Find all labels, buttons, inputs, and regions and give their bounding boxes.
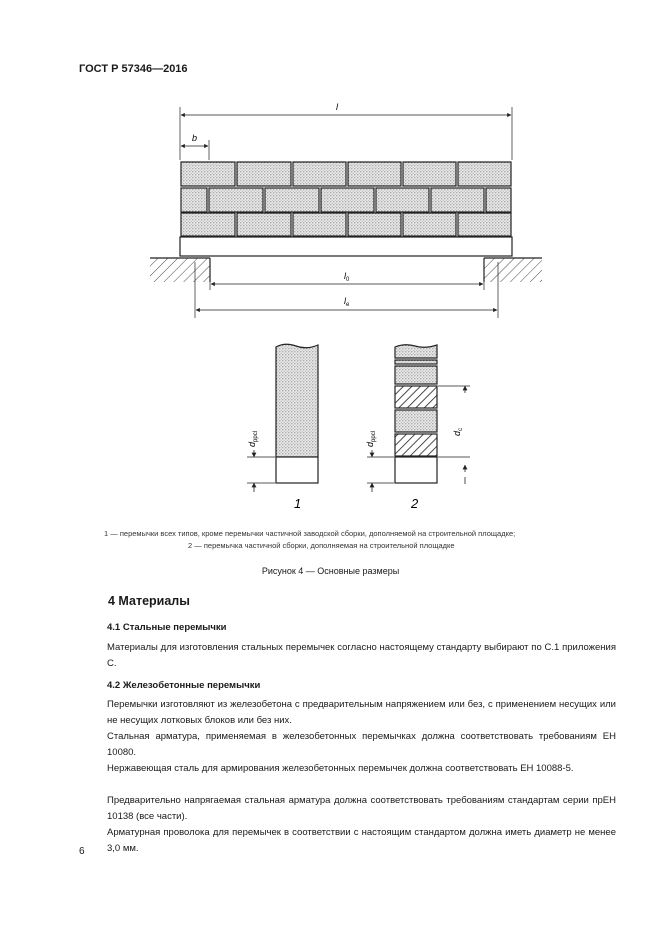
dim-label-dppcl-left: $d_{ppcl}$: [247, 430, 259, 447]
document-header: ГОСТ Р 57346—2016: [79, 63, 188, 75]
dim-label-b: b: [192, 133, 198, 143]
figure-legend-2: 2 — перемычка частичной сборки, дополняемая на строительной площадке: [188, 541, 455, 550]
section-4-1-heading: 4.1 Стальные перемычки: [107, 622, 227, 633]
section-4-2-heading: 4.2 Железобетонные перемычки: [107, 680, 261, 691]
cross-section-2: [395, 345, 437, 483]
dim-label-dc: $d_c$: [452, 427, 464, 436]
section-4-2-p3: Нержавеющая сталь для армирования железобетонных перемычек должна соответствовать ЕН 10088-5.: [107, 763, 574, 774]
dim-label-l: l: [336, 102, 338, 112]
right-support: [484, 258, 542, 282]
section-4-2-p1: Перемычки изготовляют из железобетона с предварительным напряжением или без, с применением несущих или не несущих лотковых блоков или без них.: [107, 699, 616, 726]
variant-label-2: 2: [411, 496, 419, 511]
left-support: [150, 258, 210, 282]
page-number: 6: [79, 846, 85, 857]
section-4-2-p4: Предварительно напрягаемая стальная арматура должна соответствовать требованиям стандартам серии прЕН 10138 (все части).: [107, 795, 616, 822]
figure-title: Рисунок 4 — Основные размеры: [261, 566, 400, 576]
section-4-2-p5: Арматурная проволока для перемычек в соответствии с настоящим стандартом должна иметь диаметр не менее 3,0 мм.: [107, 827, 616, 854]
dim-label-le: $l_e$: [344, 296, 350, 308]
masonry-wall: [181, 162, 511, 236]
lintel-beam: [180, 237, 512, 256]
section-4-2-p2: Стальная арматура, применяемая в железобетонных перемычках должна соответствовать требованиям ЕН 10080.: [107, 731, 616, 758]
section-4-1-text: Материалы для изготовления стальных перемычек согласно настоящему стандарту выбирают по С.1 приложения С.: [107, 642, 616, 669]
figure-legend-1: 1 — перемычки всех типов, кроме перемычки частичной заводской сборки, дополняемой на строительной площадке;: [104, 529, 516, 538]
dim-label-dppcl-right: $d_{ppcl}$: [365, 430, 377, 447]
dim-label-l0: $l_0$: [344, 271, 350, 283]
variant-label-1: 1: [294, 496, 302, 511]
cross-section-1: [247, 344, 318, 492]
section-4-heading: 4 Материалы: [108, 594, 190, 608]
